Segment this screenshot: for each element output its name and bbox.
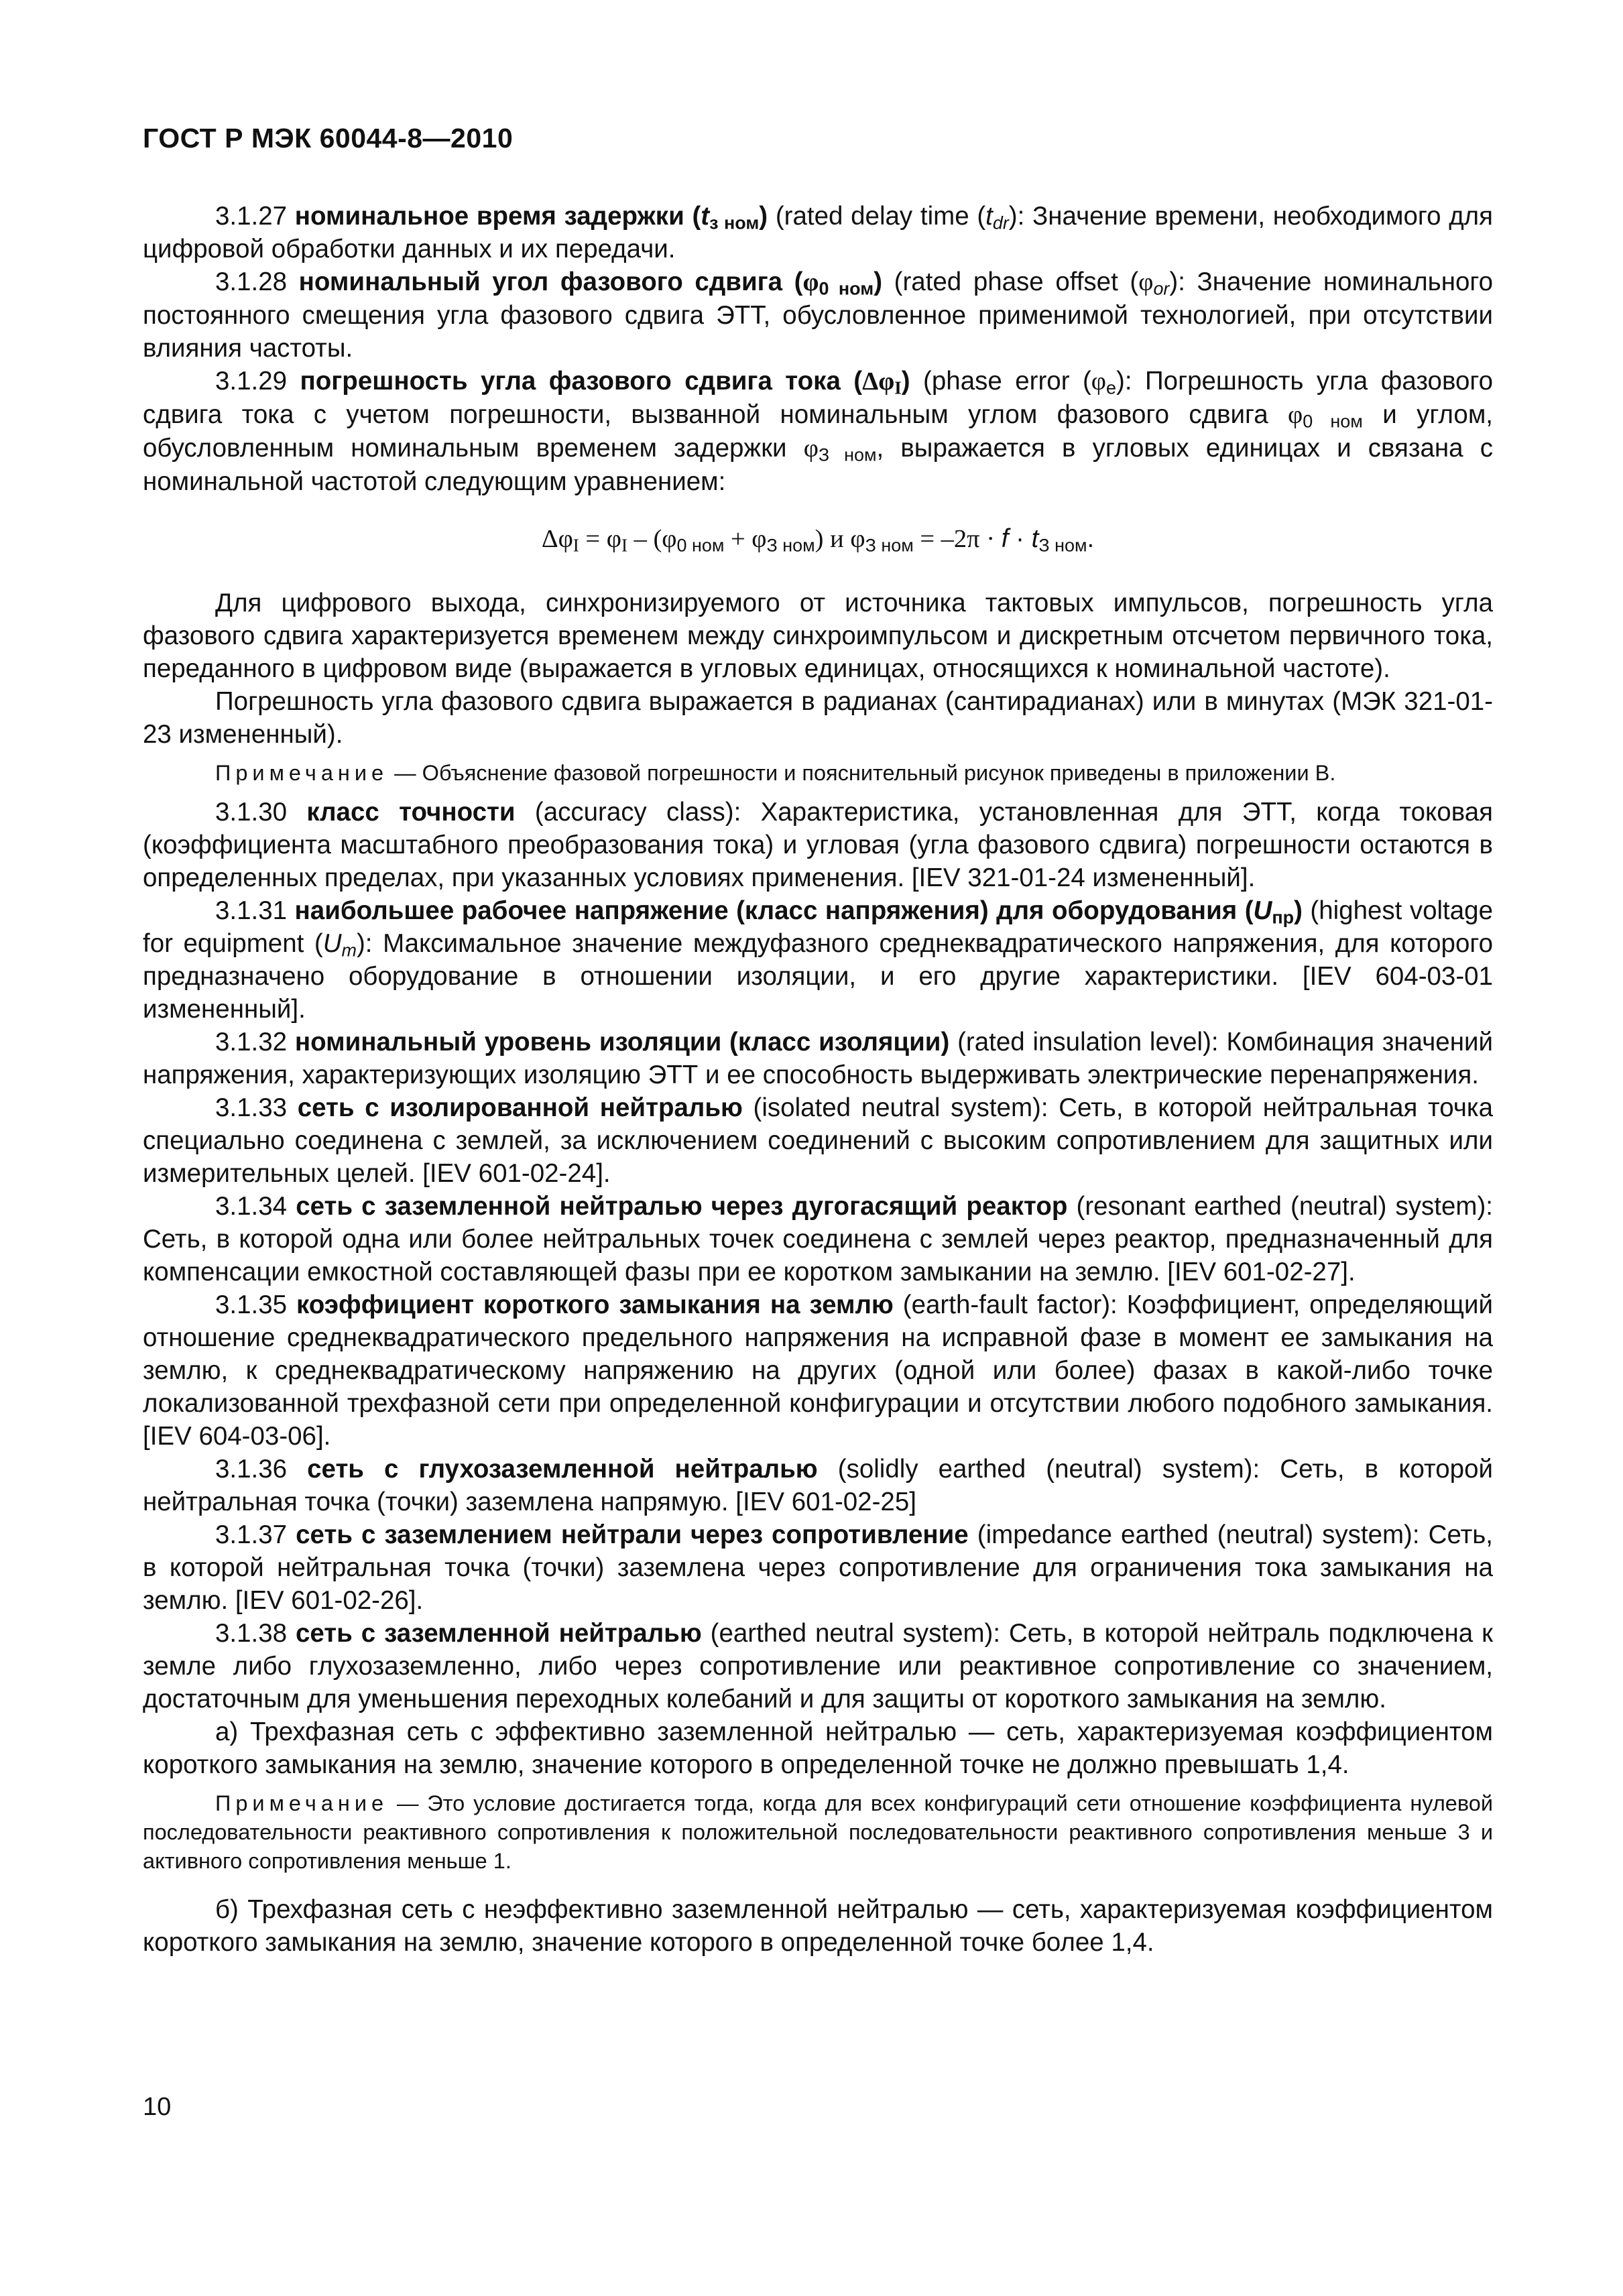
clause-3-1-30: 3.1.30 класс точности (accuracy class): Характеристика, установленная для ЭТТ, когда токовая (коэффициента масштабного преобразования тока) и угловая (угла фазового сдвига) погрешности остаются в определенных пределах, при указанных условиях применения. [IEV 321-01-24 измененный]. xyxy=(143,798,1493,892)
term: класс точности xyxy=(306,798,516,827)
definition: Сеть, в которой нейтральная точка (точки) заземлена напрямую. [IEV 601-02-25] xyxy=(143,1455,1493,1516)
document-body xyxy=(143,200,1493,1959)
term: сеть с изолированной нейтралью xyxy=(297,1093,743,1122)
term: номинальный уровень изоляции (класс изоляции) xyxy=(294,1028,950,1056)
clause-3-1-29 xyxy=(143,365,1493,498)
definition: Погрешность угла фазового сдвига тока с учетом погрешности, вызванной номинальным углом фазового сдвига $\varphi_{0 ном}$ и углом, обусловленным номинальным временем задержки $\varphi_{З ном}$, выражается в угловых единицах и связана с номинальной частотой следующим уравнением: xyxy=(143,367,1493,496)
english-term: (isolated neutral system): xyxy=(742,1093,1059,1122)
note-label: Примечание xyxy=(215,1791,389,1815)
english-term: (rated phase offset $(\varphi_{or})$: xyxy=(882,267,1197,299)
english-term: (phase error $(\varphi_e)$: xyxy=(910,367,1145,398)
english-term: (earth-fault factor): xyxy=(893,1290,1127,1319)
clause-number: 3.1.27 xyxy=(215,202,295,231)
clause-3-1-38: 3.1.38 сеть с заземленной нейтралью (earthed neutral system): Сеть, в которой нейтраль подключена к земле либо глухозаземленно, либо через сопротивление или реактивное сопротивление со значением, достаточным для уменьшения переходных колебаний и для защиты от короткого замыкания на землю. xyxy=(143,1619,1493,1713)
clause-3-1-34: 3.1.34 сеть с заземленной нейтралью через дугогасящий реактор (resonant earthed (neutral) system): Сеть, в которой одна или более нейтральных точек соединена с землей через реактор, предназначенный для компенсации емкостной составляющей фазы при ее коротком замыкании на землю. [IEV 601-02-27]. xyxy=(143,1192,1493,1286)
term: номинальный угол фазового сдвига $(\varphi_{0 ном})$ xyxy=(298,267,883,299)
note-condition: Примечание — Это условие достигается тогда, когда для всех конфигураций сети отношение коэффициента нулевой последовательности реактивного сопротивления к положительной последовательности реактивного сопротивления меньше 3 и активного сопротивления меньше 1. xyxy=(143,1791,1493,1873)
term: сеть с заземлением нейтрали через сопротивление xyxy=(296,1520,969,1549)
clause-3-1-32: 3.1.32 номинальный уровень изоляции (класс изоляции) (rated insulation level): Комбинация значений напряжения, характеризующих изоляцию ЭТТ и ее способность выдерживать электрические перенапряжения. xyxy=(143,1028,1493,1089)
term: сеть с заземленной нейтралью xyxy=(295,1619,702,1648)
english-term: (resonant earthed (neutral) system): xyxy=(1067,1192,1493,1221)
term: номинальное время задержки $(t_{з ном})$ xyxy=(294,202,768,233)
term: погрешность угла фазового сдвига тока $(\Delta\varphi_I)$ xyxy=(300,367,910,398)
english-term: (highest voltage for equipment $(U_m)$: xyxy=(143,896,1493,961)
english-term: (rated insulation level): xyxy=(949,1028,1227,1056)
english-term: (solidly earthed (neutral) system): xyxy=(817,1455,1280,1484)
definition: Сеть, в которой одна или более нейтральных точек соединена с землей через реактор, предназначенный для компенсации емкостной составляющей фазы при ее коротком замыкании на землю. [IEV 601-02-27]. xyxy=(143,1225,1493,1286)
page-number: 10 xyxy=(143,2093,172,2121)
list-item-a: а) Трехфазная сеть с эффективно заземленной нейтралью — сеть, характеризуемая коэффициентом короткого замыкания на землю, значение которого в определенной точке не должно превышать 1,4. xyxy=(143,1717,1493,1779)
english-term: (rated delay time $(t_{dr})$: xyxy=(768,202,1033,233)
term: сеть с заземленной нейтралью через дугогасящий реактор xyxy=(296,1192,1068,1221)
note-phase-error: Примечание — Объяснение фазовой погрешности и пояснительный рисунок приведены в приложении В. xyxy=(215,761,1336,785)
paragraph-digital-output: Для цифрового выхода, синхронизируемого от источника тактовых импульсов, погрешность угла фазового сдвига характеризуется временем между синхроимпульсом и дискретным отсчетом первичного тока, переданного в цифровом виде (выражается в угловых единицах, относящихся к номинальной частоте). xyxy=(143,589,1493,683)
definition: Характеристика, установленная для ЭТТ, когда токовая (коэффициента масштабного преобразования тока) и угловая (угла фазового сдвига) погрешности остаются в определенных пределах, при указанных условиях применения. [IEV 321-01-24 измененный]. xyxy=(143,798,1493,892)
definition: Значение номинального постоянного смещения угла фазового сдвига ЭТТ, обусловленное применимой технологией, при отсутствии влияния частоты. xyxy=(143,267,1493,363)
term: наибольшее рабочее напряжение (класс напряжения) для оборудования $(U_{пр})$ xyxy=(294,896,1303,928)
note-label: Примечание xyxy=(215,761,389,785)
clause-3-1-36: 3.1.36 сеть с глухозаземленной нейтралью (solidly earthed (neutral) system): Сеть, в которой нейтральная точка (точки) заземлена напрямую. [IEV 601-02-25] xyxy=(143,1455,1493,1516)
clause-3-1-37: 3.1.37 сеть с заземлением нейтрали через сопротивление (impedance earthed (neutral) system): Сеть, в которой нейтральная точка (точки) заземлена через сопротивление для ограничения тока замыкания на землю. [IEV 601-02-26]. xyxy=(143,1520,1493,1615)
definition: Сеть, в которой нейтраль подключена к земле либо глухозаземленно, либо через сопротивление или реактивное сопротивление со значением, достаточным для уменьшения переходных колебаний и для защиты от короткого замыкания на землю. xyxy=(143,1619,1493,1713)
document-header: ГОСТ Р МЭК 60044-8—2010 xyxy=(143,123,514,154)
clause-3-1-33: 3.1.33 сеть с изолированной нейтралью (isolated neutral system): Сеть, в которой нейтральная точка специально соединена с землей, за исключением соединений с высоким сопротивлением для защитных или измерительных целей. [IEV 601-02-24]. xyxy=(143,1093,1493,1188)
definition: Сеть, в которой нейтральная точка (точки) заземлена через сопротивление для ограничения тока замыкания на землю. [IEV 601-02-26]. xyxy=(143,1520,1493,1615)
english-term: (impedance earthed (neutral) system): xyxy=(968,1520,1429,1549)
definition: Значение времени, необходимого для цифровой обработки данных и их передачи. xyxy=(143,202,1493,263)
english-term: (earthed neutral system): xyxy=(701,1619,1009,1648)
list-item-b: б) Трехфазная сеть с неэффективно заземленной нейтралью — сеть, характеризуемая коэффициентом короткого замыкания на землю, значение которого в определенной точке более 1,4. xyxy=(143,1895,1493,1957)
paragraph-radians: Погрешность угла фазового сдвига выражается в радианах (сантирадианах) или в минутах (МЭК 321-01-23 измененный). xyxy=(143,687,1493,749)
term: сеть с глухозаземленной нейтралью xyxy=(307,1455,818,1484)
clause-3-1-35: 3.1.35 коэффициент короткого замыкания на землю (earth-fault factor): Коэффициент, определяющий отношение среднеквадратического предельного напряжения на исправной фазе в момент ее замыкания на землю, к среднеквадратическому напряжению на других (одной или более) фазах в какой-либо точке локализованной трехфазной сети при определенной конфигурации и отсутствии любого подобного замыкания. [IEV 604-03-06]. xyxy=(143,1290,1493,1451)
clause-3-1-31: 3.1.31 наибольшее рабочее напряжение (класс напряжения) для оборудования $(U_{пр})$ (highest voltage for equipment $(U_m)$: Максимальное значение междуфазного среднеквадратического напряжения, для которого предназначено оборудование в отношении изоляции, и его другие характеристики. [IEV 604-03-01 измененный]. xyxy=(143,896,1493,1024)
definition: Коэффициент, определяющий отношение среднеквадратического предельного напряжения на исправной фазе в момент ее замыкания на землю, к среднеквадратическому напряжению на других (одной или более) фазах в какой-либо точке локализованной трехфазной сети при определенной конфигурации и отсутствии любого подобного замыкания. [IEV 604-03-06]. xyxy=(143,1290,1493,1451)
clause-number: 3.1.28 xyxy=(215,267,299,296)
definition: Комбинация значений напряжения, характеризующих изоляцию ЭТТ и ее способность выдерживать электрические перенапряжения. xyxy=(143,1028,1493,1089)
definition: Максимальное значение междуфазного среднеквадратического напряжения, для которого предназначено оборудование в отношении изоляции, и его другие характеристики. [IEV 604-03-01 измененный]. xyxy=(143,929,1493,1024)
definition: Сеть, в которой нейтральная точка специально соединена с землей, за исключением соединений с высоким сопротивлением для защитных или измерительных целей. [IEV 601-02-24]. xyxy=(143,1093,1493,1188)
clause-3-1-28 xyxy=(143,265,1493,365)
term: коэффициент короткого замыкания на землю xyxy=(296,1290,894,1319)
clause-3-1-27 xyxy=(143,200,1493,265)
clause-number: 3.1.29 xyxy=(215,367,300,396)
equation: $\Delta\varphi_I = \varphi_I - (\varphi_{0 ном} + \varphi_{З ном})$ и $\varphi_{З ном} = -2\pi \cdot f \cdot t_{З ном}$. xyxy=(541,524,1095,556)
english-term: (accuracy class): xyxy=(515,798,761,827)
